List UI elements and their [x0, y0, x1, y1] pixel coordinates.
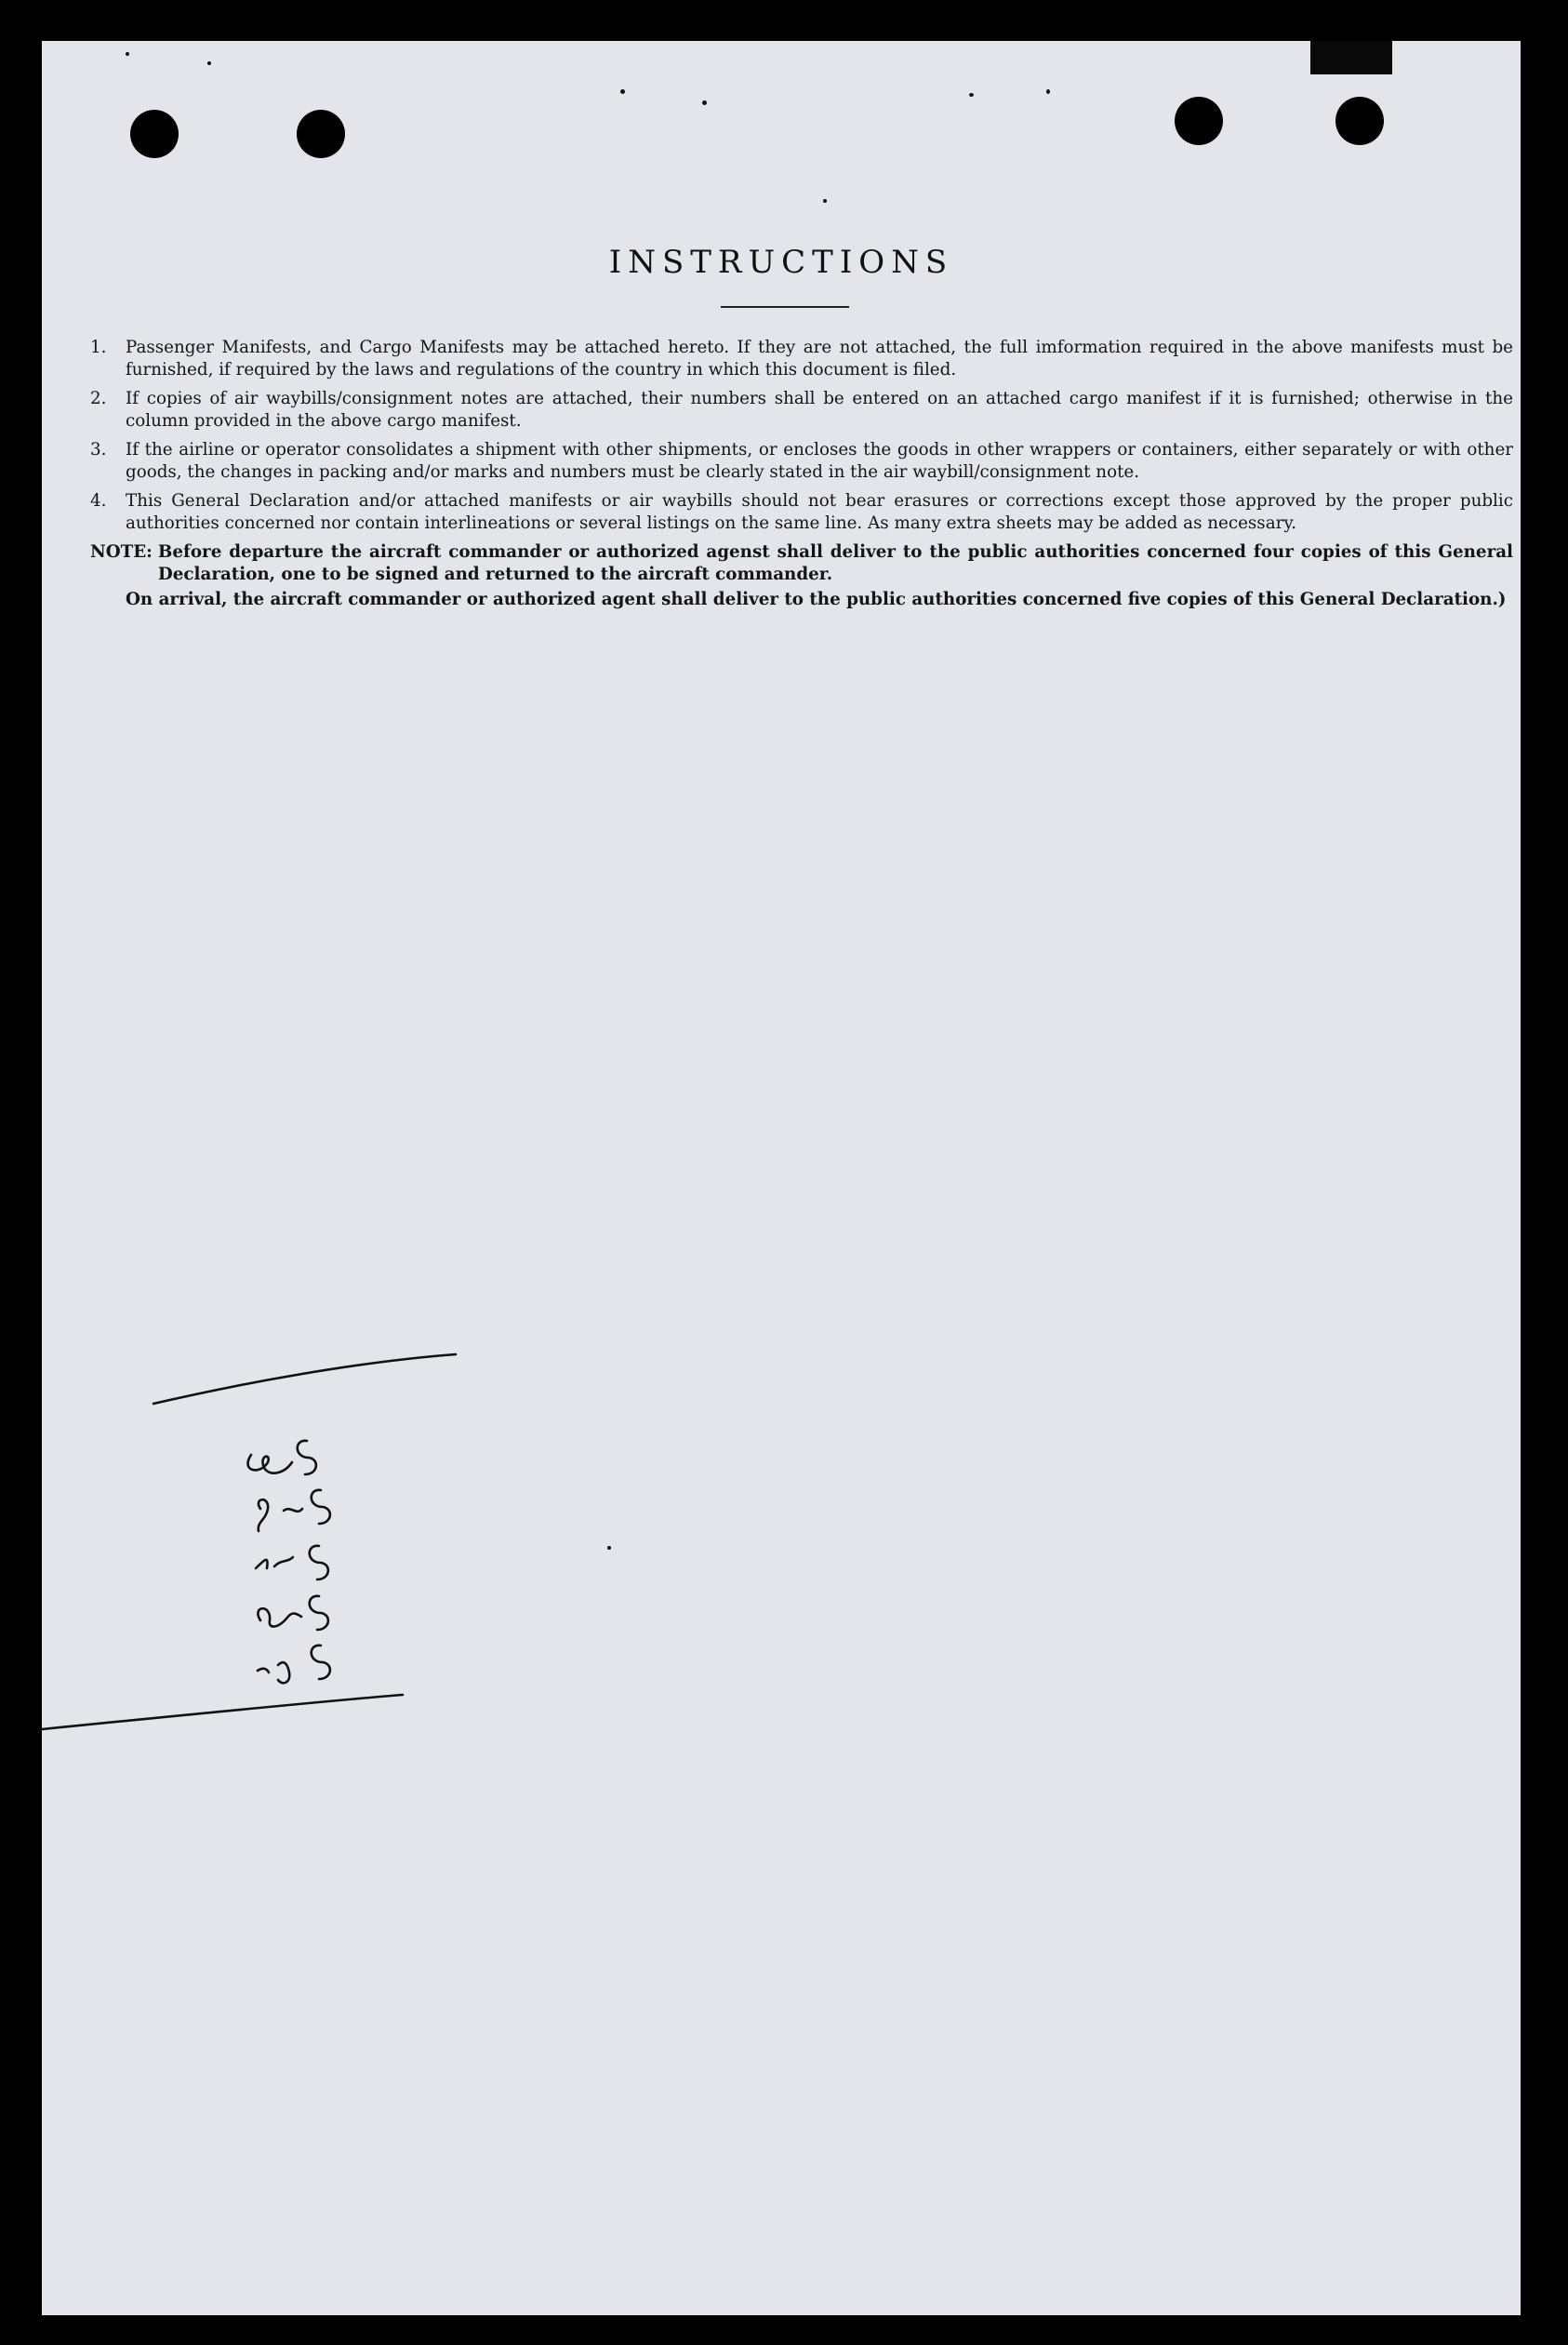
item-number: 1. — [90, 338, 107, 357]
speck — [969, 93, 974, 97]
instruction-item — [90, 439, 1513, 484]
initials-mark — [247, 1441, 315, 1474]
speck — [207, 61, 211, 65]
instruction-item — [90, 490, 1513, 535]
speck — [702, 100, 707, 105]
instruction-item — [90, 337, 1513, 381]
bracket-line-top — [153, 1354, 456, 1404]
note-block — [90, 541, 1513, 586]
initials-mark — [259, 1490, 330, 1531]
speck — [620, 89, 625, 94]
bracket-line-bottom — [42, 1695, 403, 1729]
note-text: Before departure the aircraft commander or authorized agenst shall deliver to the public authorities concerned four copies of this General Declaration, one to be signed and returned to the aircraft commander. — [157, 542, 1513, 584]
torn-corner — [1310, 41, 1392, 74]
initials-mark — [258, 1645, 330, 1683]
speck — [1046, 89, 1050, 94]
speck — [126, 52, 129, 56]
initials-mark — [258, 1596, 327, 1630]
punch-hole-4 — [1335, 97, 1384, 145]
instruction-item — [90, 388, 1513, 433]
item-text: This General Declaration and/or attached manifests or air waybills should not bear erasures or corrections except those approved by the proper public authorities concerned nor contain interlineations or several listings on the same line. As many extra sheets may be added as necessary. — [126, 491, 1513, 533]
handwritten-initials — [42, 1325, 600, 1901]
item-number: 3. — [90, 440, 107, 460]
initials-mark — [256, 1546, 328, 1579]
punch-hole-2 — [297, 110, 345, 158]
punch-hole-1 — [130, 110, 179, 158]
note-label: NOTE: — [90, 542, 153, 562]
item-text: If copies of air waybills/consignment notes are attached, their numbers shall be entered on an attached cargo manifest if it is furnished; otherwise in the column provided in the above cargo manifest. — [126, 389, 1513, 431]
speck — [823, 199, 827, 203]
item-text: Passenger Manifests, and Cargo Manifests may be attached hereto. If they are not attached, the full imformation required in the above manifests must be furnished, if required by the laws and regulations of the country in which this document is filed. — [126, 338, 1513, 380]
note-arrival-text: On arrival, the aircraft commander or authorized agent shall deliver to the public authorities concerned five copies of this General Declaration.) — [126, 590, 1507, 609]
speck — [607, 1546, 611, 1550]
item-number: 2. — [90, 389, 107, 408]
instructions-list — [90, 337, 1513, 611]
document-sheet — [42, 41, 1521, 2315]
page-title: INSTRUCTIONS — [608, 244, 954, 281]
item-number: 4. — [90, 491, 107, 511]
title-underline — [721, 306, 849, 308]
punch-hole-3 — [1175, 97, 1223, 145]
item-text: If the airline or operator consolidates a shipment with other shipments, or encloses the goods in other wrappers or containers, either separately or with other goods, the changes in packing and/or marks and numbers must be clearly stated in the air waybill/consignment note. — [126, 440, 1513, 482]
